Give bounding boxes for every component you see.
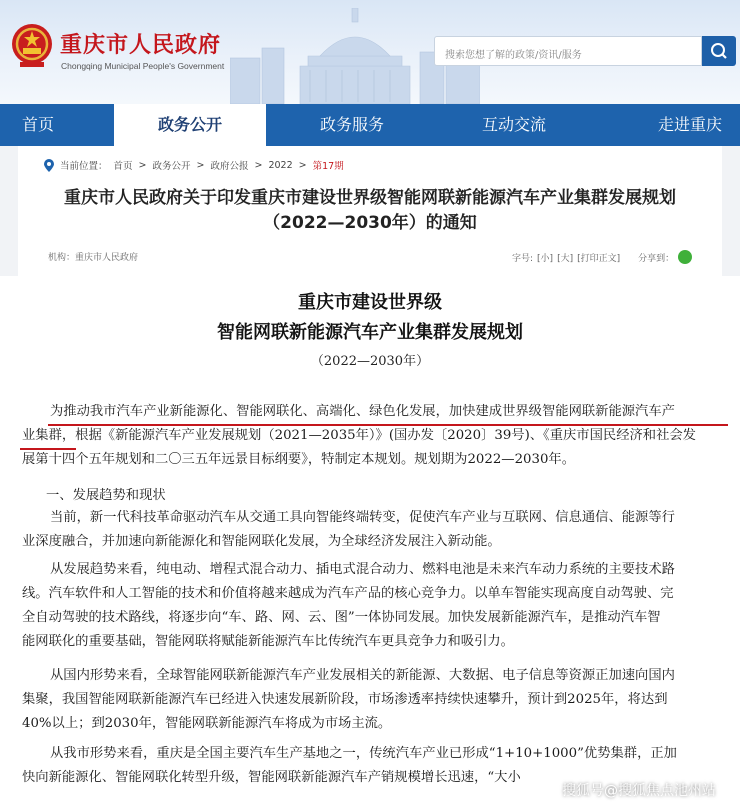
notice-tools [512,250,692,264]
main-nav [0,104,740,146]
location-pin-icon [44,159,54,172]
notice-title-line2: （2022—2030年）的通知 [263,213,477,233]
wechat-share-icon[interactable] [678,250,692,264]
print-button[interactable]: [打印正文] [577,253,621,264]
paragraph-line: 从国内形势来看，全球智能网联新能源汽车产业发展相关的新能源、大数据、电子信息等资源正加速向国内 [50,668,675,683]
site-title[interactable]: 重庆市人民政府 [60,32,222,58]
paragraph-line: 集聚，我国智能网联新能源汽车已经进入快速发展新阶段，市场渗透率持续快速攀升，预计到2025年，将达到 [22,692,668,707]
doc-years: （2022—2030年） [310,354,430,369]
paragraph-line: 业深度融合，并加速向新能源化和智能网联化发展，为全球经济发展注入新动能。 [22,534,501,549]
breadcrumb-year[interactable]: 2022 [268,159,293,171]
site-header [0,0,740,104]
nav-about-chongqing[interactable]: 走进重庆 [657,115,722,134]
nav-government-services[interactable]: 政务服务 [319,115,384,134]
highlight-underline [20,448,76,450]
breadcrumb-separator: > [254,159,263,171]
national-emblem-icon [10,22,54,70]
notice-agency: 机构：重庆市人民政府 [48,253,139,263]
paragraph-line: 40%以上；到2030年，智能网联新能源汽车将成为市场主流。 [22,716,392,731]
intro-line: 为推动我市汽车产业新能源化、智能网联化、高端化、绿色化发展，加快建成世界级智能网联新能源汽车产 [50,404,675,419]
intro-line: 业集群，根据《新能源汽车产业发展规划（2021—2035年）》(国办发〔2020〕39号)、《重庆市国民经济和社会发 [22,428,696,443]
paragraph-line: 线。汽车软件和人工智能的技术和价值将越来越成为汽车产品的核心竞争力。以单车智能实现高度自动驾驶、完 [22,586,674,601]
notice-title [30,186,710,236]
paragraph-line: 全自动驾驶的技术路线，将逐步向“车、路、网、云、图”一体协同发展。加快发展新能源汽车，是推动汽车智 [22,610,661,625]
highlight-underline [48,424,728,426]
breadcrumb-government-affairs[interactable]: 政务公开 [152,161,191,172]
font-large-button[interactable]: [大] [557,253,574,264]
breadcrumb-separator: > [138,159,147,171]
nav-home[interactable]: 首页 [21,115,54,134]
notice-title-line1: 重庆市人民政府关于印发重庆市建设世界级智能网联新能源汽车产业集群发展规划 [64,188,676,208]
paragraph-3 [22,664,728,736]
breadcrumb-prefix: 当前位置： [60,161,108,172]
search-input[interactable]: 搜索您想了解的政策/资讯/服务 [434,36,702,66]
section-heading-1: 一、发展趋势和现状 [46,488,166,503]
paragraph-line: 从我市形势来看，重庆是全国主要汽车生产基地之一，传统汽车产业已形成“1+10+1000”优势集群，正加 [50,746,677,761]
doc-heading-line1: 重庆市建设世界级 [298,292,442,313]
breadcrumb-separator: > [298,159,307,171]
paragraph-1 [22,506,728,554]
search-button[interactable] [702,36,736,66]
intro-paragraph [22,400,728,472]
paragraph-2 [22,558,728,654]
paragraph-line: 快向新能源化、智能网联化转型升级，智能网联新能源汽车产销规模增长迅速，“大小 [22,770,521,785]
font-size-label: 字号: [512,253,534,264]
doc-heading-line2: 智能网联新能源汽车产业集群发展规划 [217,322,523,343]
search-icon [702,36,736,66]
breadcrumb [44,158,344,172]
paragraph-line: 当前，新一代科技革命驱动汽车从交通工具向智能终端转变，促使汽车产业与互联网、信息通信、能源等行 [50,510,675,525]
font-small-button[interactable]: [小] [537,253,554,264]
paragraph-line: 能网联化的重要基础，智能网联将赋能新能源汽车比传统汽车更具竞争力和吸引力。 [22,634,514,649]
sohu-watermark: 搜狐号@搜狐焦点池州站 [562,783,716,799]
breadcrumb-gazette[interactable]: 政府公报 [210,161,249,172]
paragraph-line: 从发展趋势来看，纯电动、增程式混合动力、插电式混合动力、燃料电池是未来汽车动力系统的主要技术路 [50,562,675,577]
nav-interaction[interactable]: 互动交流 [481,115,546,134]
intro-line: 展第十四个五年规划和二〇三五年远景目标纲要》，特制定本规划。规划期为2022—2030年。 [22,452,576,467]
nav-government-affairs[interactable]: 政务公开 [114,104,266,146]
breadcrumb-current[interactable]: 第17期 [312,161,344,172]
site-subtitle: Chongqing Municipal People's Government [61,61,225,71]
breadcrumb-home[interactable]: 首页 [113,161,133,172]
breadcrumb-separator: > [196,159,205,171]
share-label: 分享到： [638,253,675,264]
